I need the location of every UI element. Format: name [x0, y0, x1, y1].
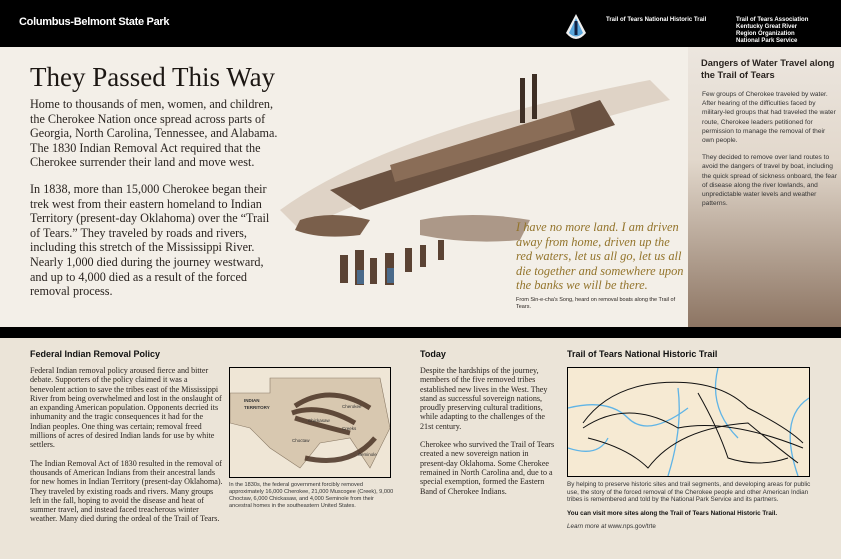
sidebar-text — [702, 90, 838, 216]
page-title: They Passed This Way — [30, 62, 276, 92]
today-title: Today — [420, 349, 446, 359]
trail-title: Trail of Tears National Historic Trail — [567, 349, 718, 359]
map-label: Creeks — [342, 426, 357, 431]
divider-band — [0, 327, 841, 338]
intro-text — [30, 97, 280, 311]
sidebar-title: Dangers of Water Travel along the Trail of Tears — [701, 58, 835, 80]
paragraph: Federal Indian removal policy aroused fierce and bitter debate. Supporters of the policy claimed it was a benevolent action to save the tribes east of the Mississippi River from being overwhelmed and lost in the onslaught of an expanding American population. Opponents decried its inhumanity and the tragic consequences it had for the Indian peoples. One thing was certain; removal freed millions of acres of desired Indian lands for use by white settlers. — [30, 366, 222, 450]
map-label: Chickasaw — [308, 418, 330, 423]
quote-source: From Sin-e-cha's Song, heard on removal boats along the Trail of Tears. — [516, 296, 676, 310]
map-label: Seminole — [358, 452, 377, 457]
removal-map-caption: In the 1830s, the federal government forcibly removed approximately 16,000 Cherokee, 21,000 Muscogee (Creek), 9,000 Choctaw, 6,000 Chickasaw, and 4,000 Seminole from their ancestral homes in the southeastern United States. — [229, 482, 394, 509]
today-text — [420, 366, 555, 505]
paragraph: Home to thousands of men, women, and children, the Cherokee Nation once spread across parts of Georgia, North Carolina, Tennessee, and Alabama. The 1830 Indian Removal Act required that the Cherokee surrender their land and move west. — [30, 97, 278, 170]
quote: I have no more land. I am driven away from home, driven up the red waters, let us all go, let us all die together and somewhere upon the banks we will be there. — [516, 220, 684, 292]
header-bar — [0, 0, 841, 47]
trail-caption: By helping to preserve historic sites and trail segments, and developing areas for public use, the story of the forced removal of the Cherokee people and other American Indian tribes is remembered and told by the National Park Service and its partners. — [567, 481, 811, 504]
learn-more-prefix: Learn more at — [567, 523, 607, 531]
sidebar-panel — [688, 47, 841, 327]
paragraph: They decided to remove over land routes to avoid the dangers of travel by boat, including the quick spread of sickness onboard, the fear of disease along the river lowlands, and unpredictable water levels and weather patterns. — [702, 154, 837, 208]
org: Region Organization — [736, 31, 795, 37]
org: Kentucky Great River — [736, 24, 798, 30]
learn-more-link[interactable]: www.nps.gov/trte — [607, 523, 656, 531]
map-label: INDIAN TERRITORY — [244, 398, 270, 410]
paragraph: Cherokee who survived the Trail of Tears created a new sovereign nation in present-day Oklahoma. Some Cherokee remained in North Carolina and, due to a special exemption, formed the Eastern Band of Cherokee Indians. — [420, 440, 555, 496]
paragraph: The Indian Removal Act of 1830 resulted in the removal of thousands of American Indians from their ancestral lands for new homes in Indian Territory (present-day Oklahoma). They traveled by existing roads and rivers. Many groups left in the fall, hoping to avoid the disease and heat of summer travel, and instead faced treacherous winter weather. Many died during the ordeal of the Trail of Tears. — [30, 458, 223, 524]
org: Trail of Tears Association — [736, 17, 809, 23]
paragraph: Few groups of Cherokee traveled by water. After hearing of the difficulties faced by military-led groups that had traveled the water route, Cherokee leaders petitioned for permission to manage the removal of their own people. — [702, 91, 836, 145]
trail-label: Trail of Tears National Historic Trail — [606, 17, 707, 23]
park-name: Columbus-Belmont State Park — [19, 16, 170, 28]
map-label: Choctaw — [292, 438, 310, 443]
learn-more — [567, 523, 822, 531]
removal-map — [229, 367, 391, 478]
org: National Park Service — [736, 38, 798, 44]
visit-note: You can visit more sites along the Trail of Tears National Historic Trail. — [567, 509, 778, 517]
policy-title: Federal Indian Removal Policy — [30, 349, 161, 359]
paragraph: Despite the hardships of the journey, members of the five removed tribes established new lives in the West. They stand as successful sovereign nations, proudly preserving cultural traditions, while adapting to the challenges of the 21st century. — [420, 366, 548, 431]
trail-logo-icon — [565, 13, 587, 43]
organizations — [736, 17, 808, 45]
paragraph: In 1838, more than 15,000 Cherokee began their trek west from their eastern homeland to Indian Territory (present-day Oklahoma) over the “Trail of Tears.” They traveled by roads and rivers, including this stretch of the Mississippi River. Nearly 1,000 died during the journey westward, and up to 4,000 died as a result of the forced removal process. — [30, 181, 270, 299]
quote-block — [516, 220, 687, 311]
trail-text — [567, 481, 822, 531]
trail-map — [567, 367, 810, 477]
policy-text — [30, 366, 225, 533]
map-label: Cherokee — [342, 404, 362, 409]
